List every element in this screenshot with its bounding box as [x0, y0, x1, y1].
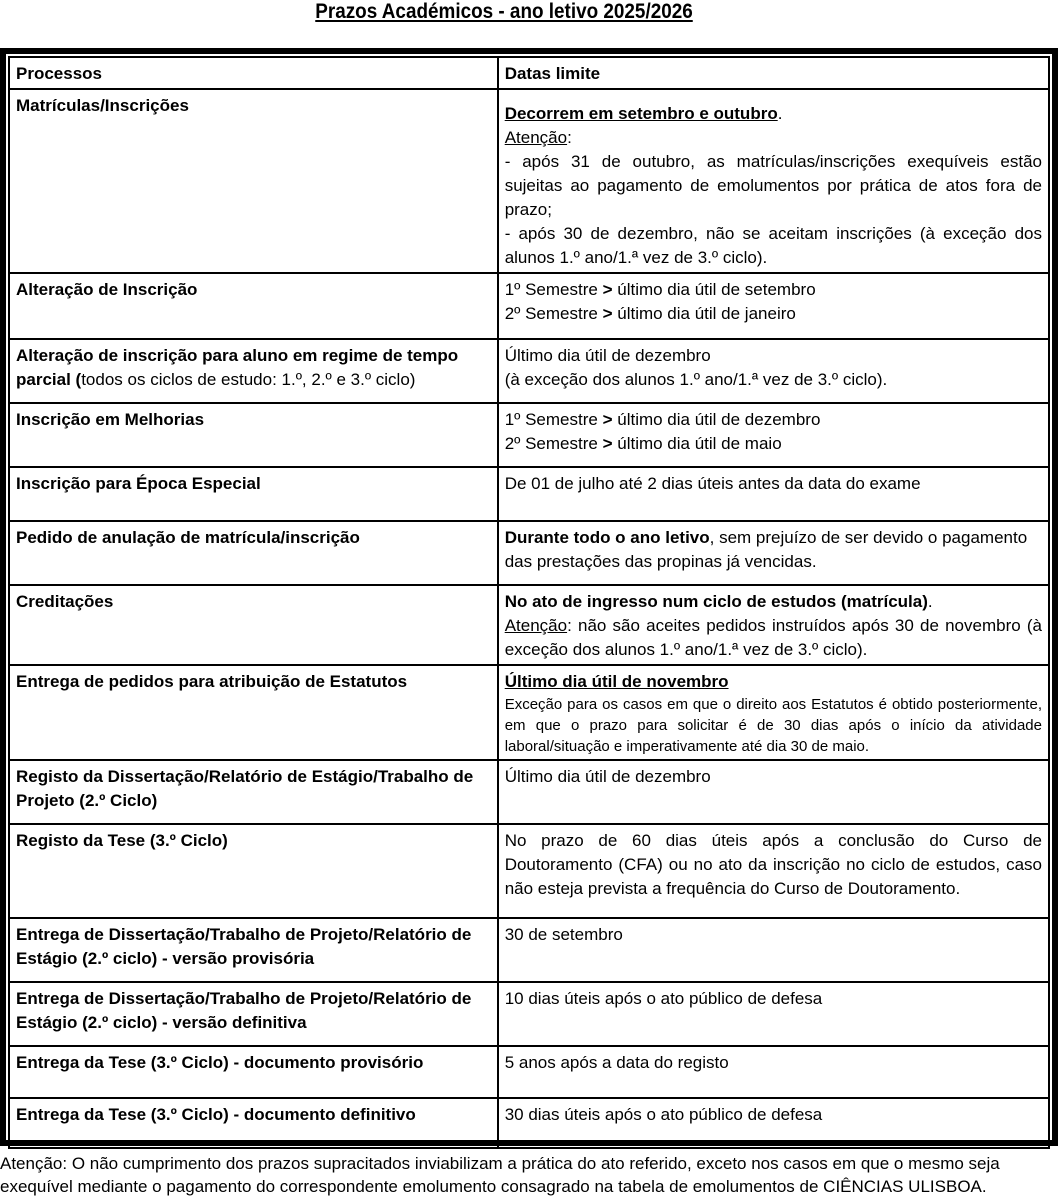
process-tese-provisoria: Entrega da Tese (3.º Ciclo) - documento provisório — [9, 1046, 498, 1098]
deadline-matriculas — [498, 89, 1049, 273]
deadline-line: Último dia útil de dezembro — [504, 346, 711, 365]
semester-label: 2º Semestre — [504, 434, 598, 453]
deadline-main: Último dia útil de novembro — [504, 672, 729, 691]
deadlines-table — [8, 56, 1050, 1149]
deadline-estatutos — [498, 665, 1049, 760]
process-dissertacao-definitiva: Entrega de Dissertação/Trabalho de Projeto/Relatório de Estágio (2.º ciclo) - versão definitiva — [9, 982, 498, 1046]
page-title: Prazos Académicos - ano letivo 2025/2026 — [315, 0, 693, 23]
deadline-epoca-especial: De 01 de julho até 2 dias úteis antes da data do exame — [498, 467, 1049, 521]
deadline-line: - após 31 de outubro, as matrículas/inscrições exequíveis estão sujeitas ao pagamento de emolumentos por prática de atos fora de prazo; — [504, 152, 1042, 219]
header-processos: Processos — [9, 57, 498, 89]
semester-value: último dia útil de janeiro — [617, 304, 796, 323]
table-row — [9, 665, 1049, 760]
table-row — [9, 339, 1049, 403]
arrow: > — [602, 304, 613, 323]
table-row — [9, 982, 1049, 1046]
table-row — [9, 1098, 1049, 1148]
process-tese-definitivo: Entrega da Tese (3.º Ciclo) - documento definitivo — [9, 1098, 498, 1148]
deadline-line: (à exceção dos alunos 1.º ano/1.ª vez de 3.º ciclo). — [504, 370, 888, 389]
table-row — [9, 824, 1049, 918]
deadline-registo-dissertacao: Último dia útil de dezembro — [498, 760, 1049, 824]
table-row — [9, 467, 1049, 521]
table-row — [9, 89, 1049, 273]
deadline-bold: No ato de ingresso num ciclo de estudos (matrícula) — [504, 592, 928, 611]
semester-value: último dia útil de maio — [617, 434, 782, 453]
process-dissertacao-provisoria: Entrega de Dissertação/Trabalho de Projeto/Relatório de Estágio (2.º ciclo) - versão provisória — [9, 918, 498, 982]
semester-label: 2º Semestre — [504, 304, 598, 323]
table-row — [9, 521, 1049, 585]
deadline-main: Decorrem em setembro e outubro — [504, 104, 778, 123]
semester-value: último dia útil de setembro — [617, 280, 816, 299]
deadline-anulacao — [498, 521, 1049, 585]
deadline-registo-tese: No prazo de 60 dias úteis após a conclusão do Curso de Doutoramento (CFA) ou no ato da inscrição no ciclo de estudos, caso não esteja prevista a frequência do Curso de Doutoramento. — [498, 824, 1049, 918]
deadline-note: Exceção para os casos em que o direito aos Estatutos é obtido posteriormente, em que o prazo para solicitar é de 30 dias após o início da atividade laboral/situação e imperativamente até dia 30 de maio. — [504, 696, 1042, 755]
deadline-melhorias — [498, 403, 1049, 467]
deadline-tese-definitivo: 30 dias úteis após o ato público de defesa — [498, 1098, 1049, 1148]
deadline-rest: , sem prejuízo de ser devido o pagamento das prestações das propinas já vencidas. — [504, 528, 1028, 571]
arrow: > — [602, 434, 613, 453]
arrow: > — [602, 410, 613, 429]
process-melhorias: Inscrição em Melhorias — [9, 403, 498, 467]
arrow: > — [602, 280, 613, 299]
semester-value: último dia útil de dezembro — [617, 410, 821, 429]
table-row — [9, 760, 1049, 824]
process-tempo-parcial — [9, 339, 498, 403]
table-row — [9, 585, 1049, 665]
deadline-bold: Durante todo o ano letivo — [504, 528, 710, 547]
punctuation: . — [927, 592, 933, 611]
punctuation: : — [567, 128, 572, 147]
deadline-tese-provisoria: 5 anos após a data do registo — [498, 1046, 1049, 1098]
process-estatutos: Entrega de pedidos para atribuição de Estatutos — [9, 665, 498, 760]
semester-label: 1º Semestre — [504, 280, 598, 299]
process-epoca-especial: Inscrição para Época Especial — [9, 467, 498, 521]
process-label-normal: todos os ciclos de estudo: 1.º, 2.º e 3.º ciclo) — [81, 370, 416, 389]
deadline-dissertacao-definitiva: 10 dias úteis após o ato público de defesa — [498, 982, 1049, 1046]
attention-text: : não são aceites pedidos instruídos após 30 de novembro (à exceção dos alunos 1.º ano/1.ª vez de 3.º ciclo). — [504, 616, 1042, 659]
process-alteracao-inscricao: Alteração de Inscrição — [9, 273, 498, 339]
table-row — [9, 273, 1049, 339]
deadline-line: - após 30 de dezembro, não se aceitam inscrições (à exceção dos alunos 1.º ano/1.ª vez de 3.º ciclo). — [504, 224, 1042, 267]
attention-label: Atenção — [504, 128, 568, 147]
deadline-dissertacao-provisoria: 30 de setembro — [498, 918, 1049, 982]
deadline-tempo-parcial — [498, 339, 1049, 403]
punctuation: . — [777, 104, 783, 123]
process-matriculas: Matrículas/Inscrições — [9, 89, 498, 273]
footer-note: Atenção: O não cumprimento dos prazos supracitados inviabilizam a prática do ato referido, exceto nos casos em que o mesmo seja exequível mediante o pagamento do correspondente emolumento consagrado na tabela de emolumentos de CIÊNCIAS ULISBOA. — [0, 1154, 1000, 1196]
attention-label: Atenção — [504, 616, 568, 635]
process-label-bold: Alteração de inscrição para aluno em regime de tempo parcial ( — [16, 346, 459, 389]
deadline-creditacoes — [498, 585, 1049, 665]
table-row — [9, 403, 1049, 467]
table-row — [9, 1046, 1049, 1098]
header-datas-limite: Datas limite — [498, 57, 1049, 89]
process-registo-dissertacao: Registo da Dissertação/Relatório de Estágio/Trabalho de Projeto (2.º Ciclo) — [9, 760, 498, 824]
process-registo-tese: Registo da Tese (3.º Ciclo) — [9, 824, 498, 918]
deadline-alteracao-inscricao — [498, 273, 1049, 339]
table-header-row — [9, 57, 1049, 89]
process-anulacao: Pedido de anulação de matrícula/inscrição — [9, 521, 498, 585]
table-row — [9, 918, 1049, 982]
process-creditacoes: Creditações — [9, 585, 498, 665]
semester-label: 1º Semestre — [504, 410, 598, 429]
